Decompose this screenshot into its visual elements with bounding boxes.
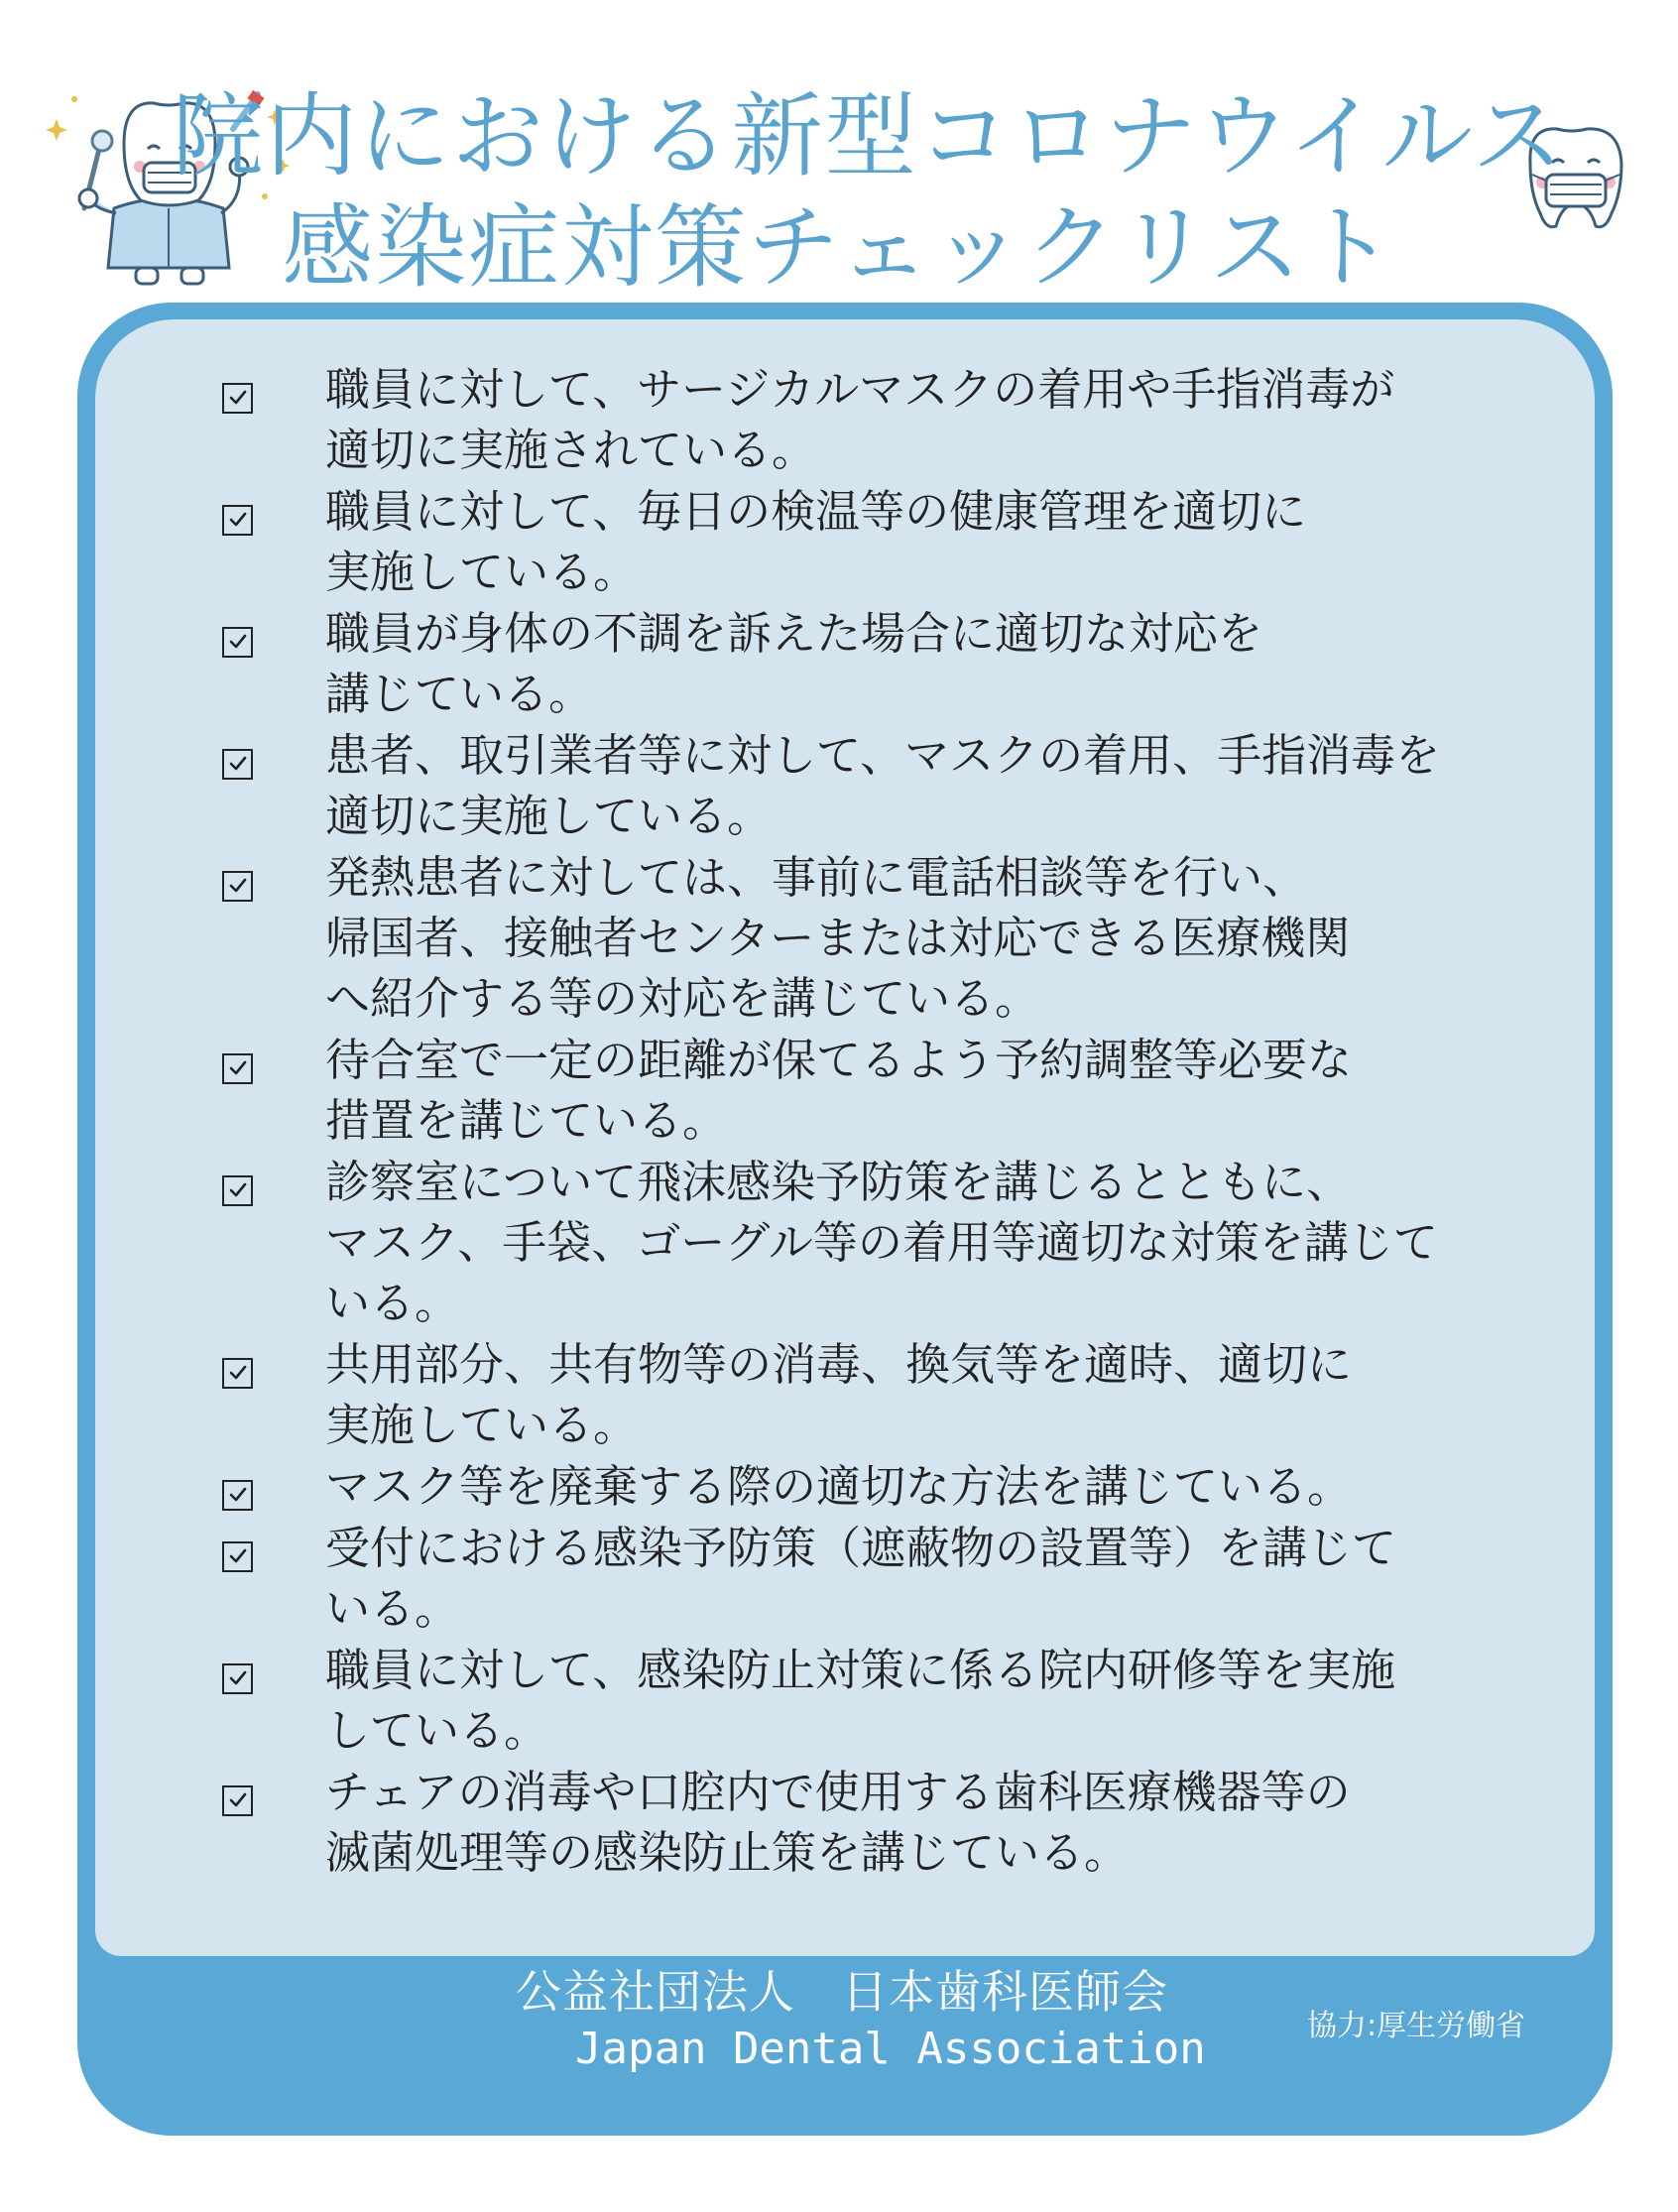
checklist-item [216,1456,1545,1517]
checklist-item-text: 実施している。 [325,546,639,598]
checklist-item [216,481,1545,602]
checklist-item-text: 実施している。 [325,1399,639,1451]
checklist-item-text: 帰国者、接触者センターまたは対応できる医療機関 [325,912,1351,964]
checked-box-icon[interactable] [222,871,253,902]
organization-name-en: Japan Dental Association [575,2024,1206,2074]
checked-box-icon[interactable] [222,627,253,658]
checklist-item [216,603,1545,724]
checklist-item-text: いる。 [325,1277,460,1329]
checklist-item-text: 職員に対して、毎日の検温等の健康管理を適切に [325,485,1307,538]
checked-box-icon[interactable] [222,1480,253,1511]
checklist-item [216,1762,1545,1883]
checklist-item-text: いる。 [325,1582,460,1635]
checklist-item-text: 措置を講じている。 [325,1094,728,1147]
checklist-item-text: マスク等を廃棄する際の適切な方法を講じている。 [325,1460,1353,1513]
checked-box-icon[interactable] [222,1175,253,1206]
checked-box-icon[interactable] [222,383,253,414]
cooperation-credit: 協力:厚生労働省 [1307,2009,1526,2043]
checklist-item-text: 待合室で一定の距離が保てるよう予約調整等必要な [325,1034,1353,1086]
checklist-item-text: マスク、手袋、ゴーグル等の着用等適切な対策を講じて [325,1216,1438,1269]
checklist-item-text: 適切に実施されている。 [325,424,817,476]
checklist-item [216,359,1545,480]
checklist-item-text: 滅菌処理等の感染防止策を講じている。 [325,1826,1130,1879]
checked-box-icon[interactable] [222,1541,253,1572]
checklist-item-text: 診察室について飛沫感染予防策を講じるとともに、 [325,1156,1352,1208]
checklist [216,359,1545,1884]
checked-box-icon[interactable] [222,1053,253,1084]
checklist-item [216,725,1545,846]
checked-box-icon[interactable] [222,1358,253,1389]
checklist-item-text: チェアの消毒や口腔内で使用する歯科医療機器等の [325,1766,1351,1818]
checklist-item-text: 職員に対して、サージカルマスクの着用や手指消毒が [325,363,1395,416]
checklist-item-text: 発熱患者に対しては、事前に電話相談等を行い、 [325,851,1308,904]
checklist-item [216,1030,1545,1151]
title-line-1: 院内における新型コロナウイルス [172,83,1566,189]
checklist-item-text: 職員が身体の不調を訴えた場合に適切な対応を [325,607,1263,660]
checklist-item-text: している。 [325,1704,549,1757]
checklist-item-text: 適切に実施している。 [325,790,773,842]
checklist-item [216,847,1545,1029]
checked-box-icon[interactable] [222,505,253,536]
checklist-item-text: 共用部分、共有物等の消毒、換気等を適時、適切に [325,1338,1353,1391]
checked-box-icon[interactable] [222,1663,253,1694]
checklist-item-text: 職員に対して、感染防止対策に係る院内研修等を実施 [325,1644,1396,1696]
checklist-item-text: 患者、取引業者等に対して、マスクの着用、手指消毒を [325,729,1441,782]
checked-box-icon[interactable] [222,1785,253,1816]
checklist-item-text: 講じている。 [325,668,594,720]
checklist-item [216,1334,1545,1455]
checklist-item-text: へ紹介する等の対応を講じている。 [325,972,1040,1025]
page-title [0,81,1678,304]
checklist-item [216,1518,1545,1639]
checked-box-icon[interactable] [222,749,253,780]
checklist-item [216,1152,1545,1333]
checklist-item-text: 受付における感染予防策（遮蔽物の設置等）を講じて [325,1522,1397,1574]
checklist-item [216,1640,1545,1761]
organization-name: 公益社団法人 日本歯科医師会 [516,1965,1168,2019]
title-line-2: 感染症対策チェックリスト [282,194,1396,301]
